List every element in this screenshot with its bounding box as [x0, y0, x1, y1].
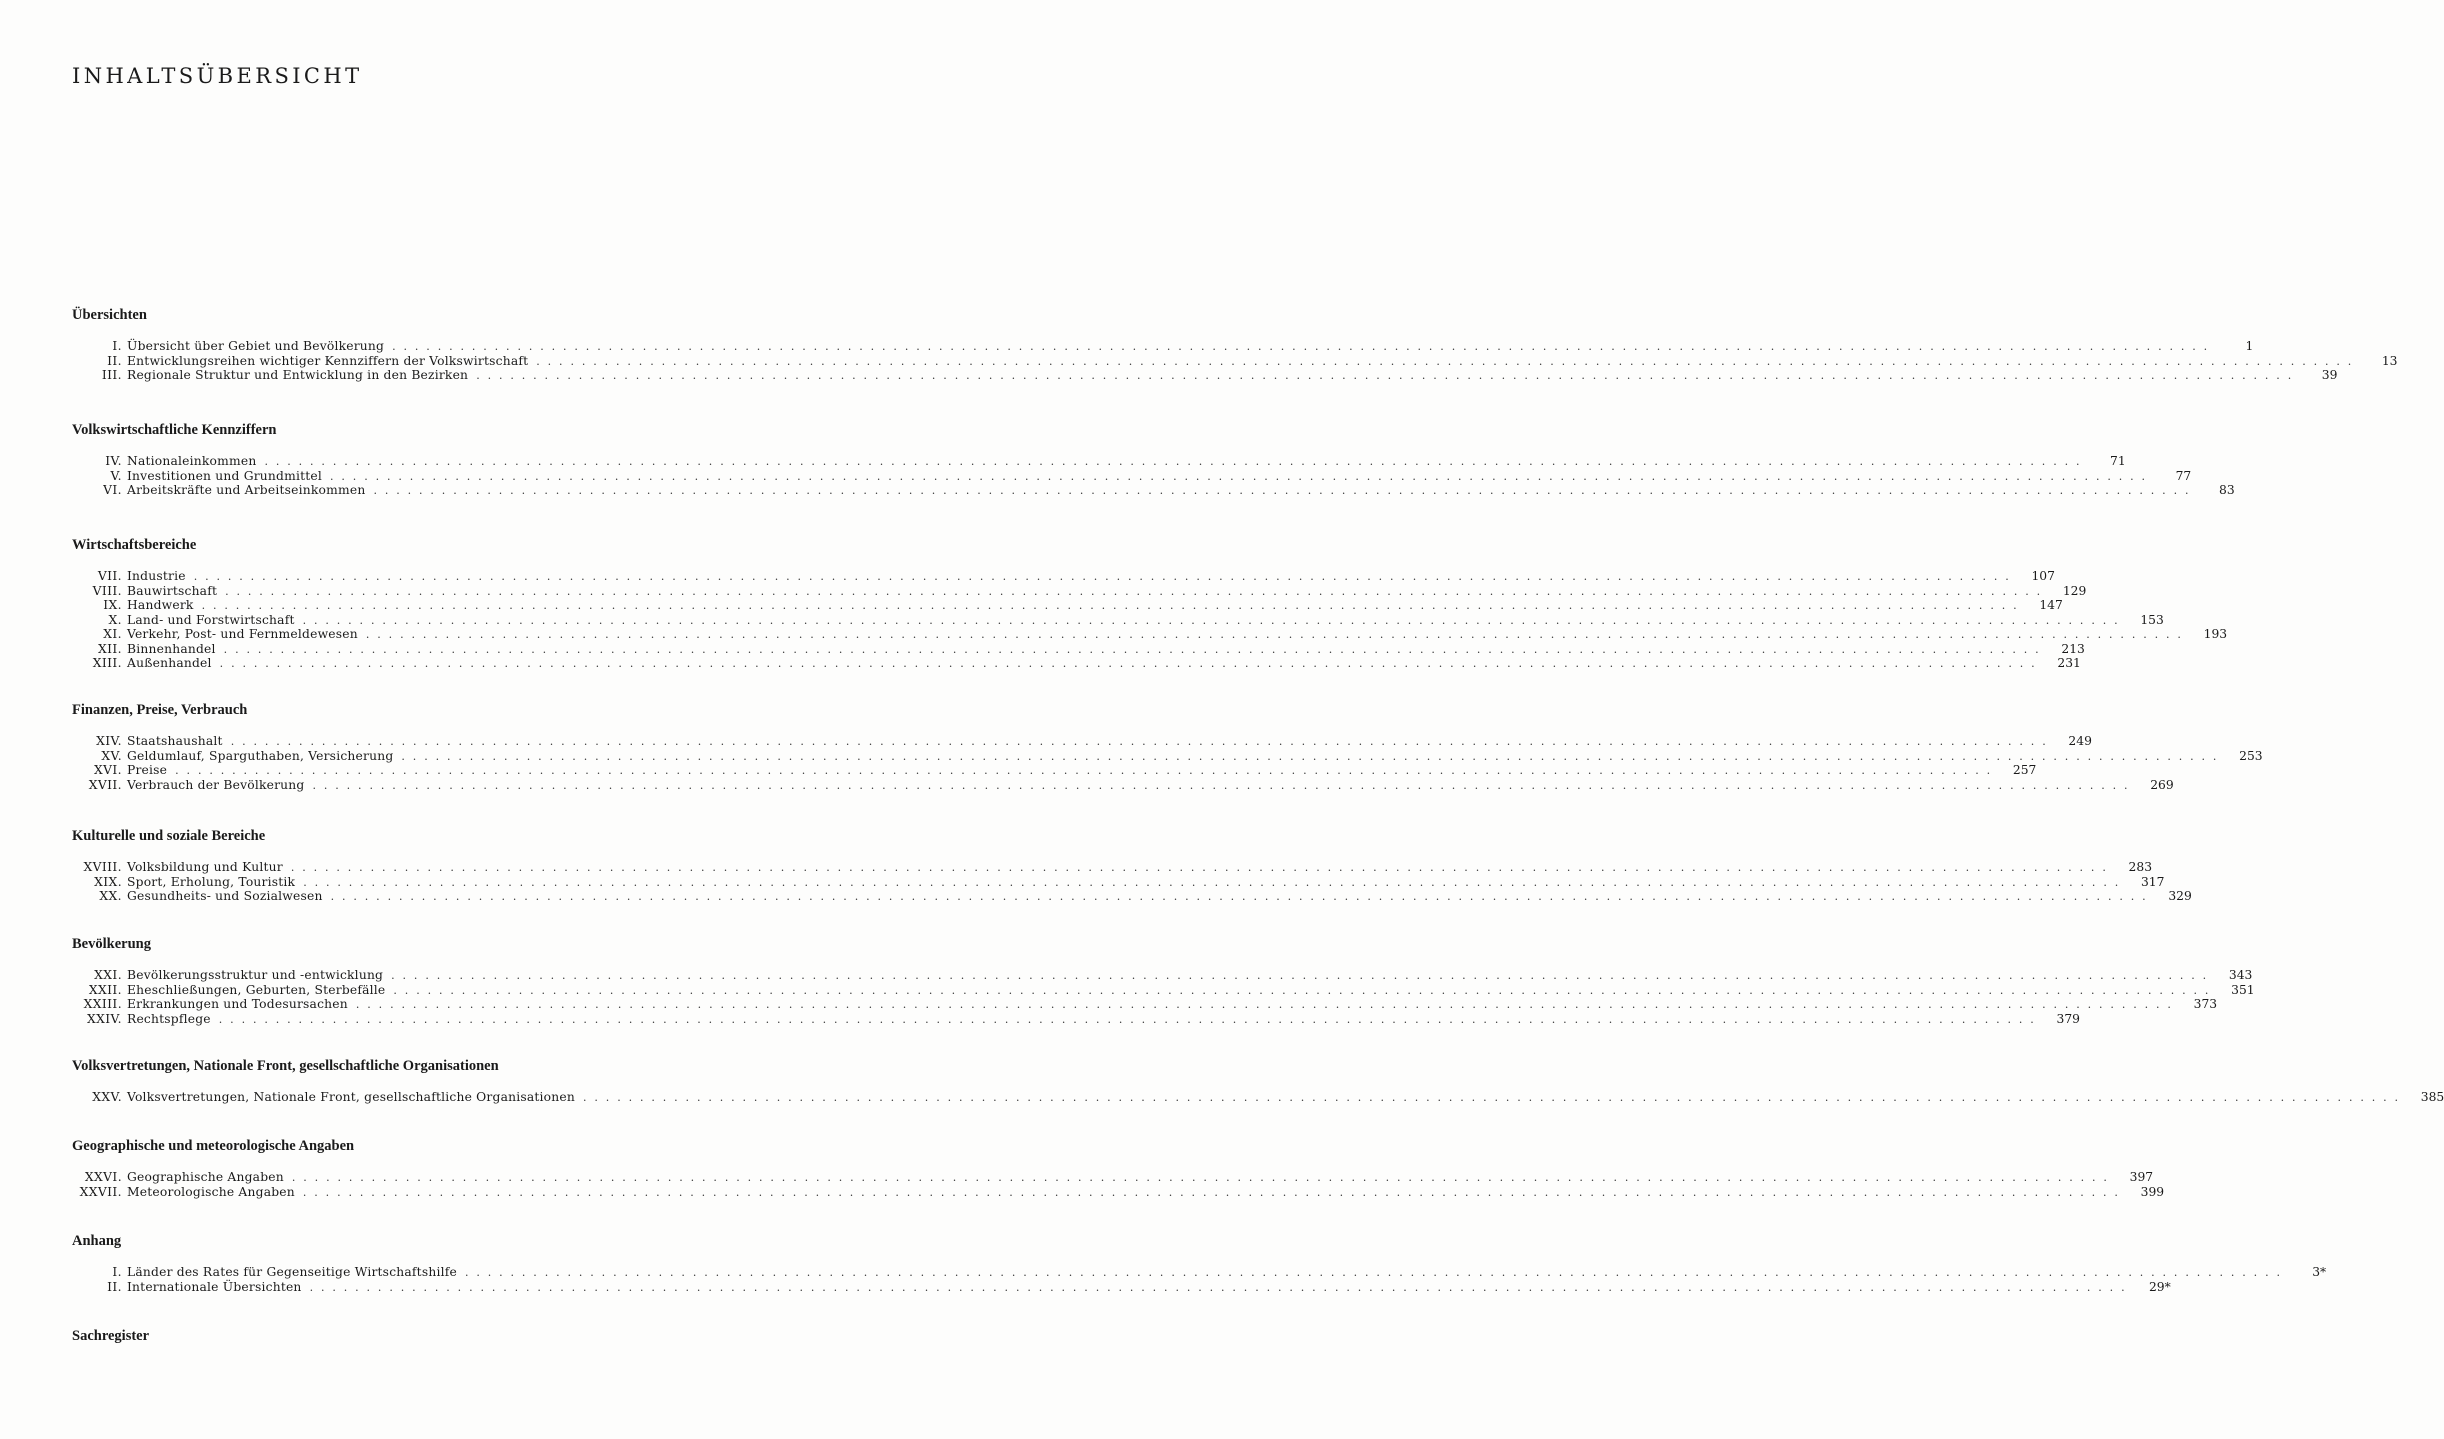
chapter-number: IX.	[103, 598, 122, 612]
chapter-number: XVI.	[93, 763, 122, 777]
toc-entry[interactable]	[68, 1090, 2444, 1105]
chapter-title: Staatshaushalt	[127, 734, 223, 748]
leader-dots: . . . . . . . . . . . . . . . . . . . . . . . . . . . . . . . . . . . . . . . . . . . . . . . . . . . . . . . . . . . . . . . . . . . . . . . . . . . . . . . . . . . . . . . . . . . . . . . . . . . . . . . . . . . . . . . . . . . . . . . . . . . . . . . . . . . . . . . . . . . . . . . . . . . . . . . . . . . . . . . .	[264, 455, 2082, 468]
chapter-title: Regionale Struktur und Entwicklung in den Bezirken	[127, 368, 469, 382]
chapter-number: I.	[112, 339, 122, 353]
chapter-title: Handwerk	[127, 598, 194, 612]
leader-dots: . . . . . . . . . . . . . . . . . . . . . . . . . . . . . . . . . . . . . . . . . . . . . . . . . . . . . . . . . . . . . . . . . . . . . . . . . . . . . . . . . . . . . . . . . . . . . . . . . . . . . . . . . . . . . . . . . . . . . . . . . . . . . . . . . . . . . . . . . . . . . . . . . . . . . . . . . . . . . . . .	[464, 1266, 2283, 1279]
section-heading: Übersichten	[72, 307, 147, 323]
toc-entry[interactable]	[68, 656, 2081, 671]
page-number: 107	[2031, 569, 2055, 583]
chapter-title: Länder des Rates für Gegenseitige Wirtschaftshilfe	[127, 1265, 457, 1279]
leader-dots: . . . . . . . . . . . . . . . . . . . . . . . . . . . . . . . . . . . . . . . . . . . . . . . . . . . . . . . . . . . . . . . . . . . . . . . . . . . . . . . . . . . . . . . . . . . . . . . . . . . . . . . . . . . . . . . . . . . . . . . . . . . . . . . . . . . . . . . . . . . . . . . . . . . . . . . . . . . . . . . .	[218, 1012, 2036, 1026]
page-number: 269	[2150, 777, 2174, 792]
toc-entry[interactable]	[68, 598, 2063, 613]
toc-entry[interactable]	[68, 889, 2192, 904]
toc-entry[interactable]	[68, 763, 2037, 778]
section-heading: Anhang	[72, 1233, 122, 1249]
page-number: 193	[2203, 627, 2228, 641]
chapter-number: II.	[107, 353, 122, 368]
chapter-title: Volksvertretungen, Nationale Front, gesellschaftliche Organisationen	[127, 1090, 576, 1104]
toc-entry[interactable]	[68, 583, 2087, 599]
toc-entry[interactable]	[68, 1170, 2154, 1185]
chapter-number: XXVII.	[79, 1184, 122, 1199]
page-number: 397	[2129, 1170, 2154, 1184]
toc-section	[68, 1136, 2165, 1199]
chapter-title: Erkrankungen und Todesursachen	[127, 997, 348, 1011]
toc-section	[68, 1056, 2444, 1105]
leader-dots: . . . . . . . . . . . . . . . . . . . . . . . . . . . . . . . . . . . . . . . . . . . . . . . . . . . . . . . . . . . . . . . . . . . . . . . . . . . . . . . . . . . . . . . . . . . . . . . . . . . . . . . . . . . . . . . . . . . . . . . . . . . . . . . . . . . . . . . . . . . . . . . . . . . . . . . . . . . . . . . .	[330, 469, 2148, 483]
toc-section	[68, 826, 2192, 904]
page-number: 385	[2420, 1090, 2444, 1104]
chapter-number: II.	[107, 1279, 122, 1294]
page-number: 77	[2175, 468, 2192, 483]
toc-entry[interactable]	[68, 468, 2192, 484]
chapter-title: Sport, Erholung, Touristik	[127, 874, 296, 889]
chapter-title: Entwicklungsreihen wichtiger Kennziffern der Volkswirtschaft	[127, 353, 529, 368]
chapter-number: IV.	[105, 454, 122, 468]
chapter-number: XXV.	[92, 1090, 122, 1104]
page-number: 373	[2193, 997, 2218, 1011]
toc-entry[interactable]	[68, 968, 2253, 983]
leader-dots: . . . . . . . . . . . . . . . . . . . . . . . . . . . . . . . . . . . . . . . . . . . . . . . . . . . . . . . . . . . . . . . . . . . . . . . . . . . . . . . . . . . . . . . . . . . . . . . . . . . . . . . . . . . . . . . . . . . . . . . . . . . . . . . . . . . . . . . . . . . . . . . . . . . . . . . . . . . . . . . .	[312, 778, 2130, 792]
toc-entry[interactable]	[68, 483, 2235, 498]
chapter-title: Gesundheits- und Sozialwesen	[127, 889, 323, 903]
page-number: 329	[2168, 889, 2192, 903]
section-heading: Volkswirtschaftliche Kennziffern	[72, 422, 277, 438]
page-number: 13	[2381, 353, 2398, 368]
leader-dots: . . . . . . . . . . . . . . . . . . . . . . . . . . . . . . . . . . . . . . . . . . . . . . . . . . . . . . . . . . . . . . . . . . . . . . . . . . . . . . . . . . . . . . . . . . . . . . . . . . . . . . . . . . . . . . . . . . . . . . . . . . . . . . . . . . . . . . . . . . . . . . . . . . . . . . . . . . . . . . . .	[302, 613, 2120, 627]
toc-entry[interactable]	[68, 1279, 2171, 1295]
chapter-title: Rechtspflege	[127, 1011, 211, 1026]
leader-dots: . . . . . . . . . . . . . . . . . . . . . . . . . . . . . . . . . . . . . . . . . . . . . . . . . . . . . . . . . . . . . . . . . . . . . . . . . . . . . . . . . . . . . . . . . . . . . . . . . . . . . . . . . . . . . . . . . . . . . . . . . . . . . . . . . . . . . . . . . . . . . . . . . . . . . . . . . . . . . . . .	[201, 599, 2019, 612]
page-title: INHALTSÜBERSICHT	[72, 64, 363, 88]
toc-entry[interactable]	[68, 454, 2126, 469]
toc-section	[68, 934, 2255, 1026]
toc-entry[interactable]	[68, 368, 2338, 383]
toc-entry[interactable]	[68, 997, 2218, 1012]
chapter-number: XIII.	[92, 656, 122, 670]
chapter-title: Eheschließungen, Geburten, Sterbefälle	[127, 982, 386, 997]
toc-section	[68, 1326, 986, 1346]
page-number: 147	[2039, 598, 2063, 612]
chapter-number: VIII.	[92, 583, 122, 598]
chapter-number: XXIV.	[86, 1011, 122, 1026]
toc-entry-list	[68, 569, 2228, 671]
section-heading: Volksvertretungen, Nationale Front, gesellschaftliche Organisationen	[72, 1058, 499, 1074]
chapter-title: Geldumlauf, Sparguthaben, Versicherung	[127, 748, 394, 763]
leader-dots: . . . . . . . . . . . . . . . . . . . . . . . . . . . . . . . . . . . . . . . . . . . . . . . . . . . . . . . . . . . . . . . . . . . . . . . . . . . . . . . . . . . . . . . . . . . . . . . . . . . . . . . . . . . . . . . . . . . . . . . . . . . . . . . . . . . . . . . . . . . . . . . . . . . . . . . . . . . . . . . .	[392, 340, 2210, 353]
chapter-title: Nationaleinkommen	[127, 454, 257, 468]
chapter-number: III.	[101, 368, 122, 382]
chapter-number: I.	[112, 1265, 122, 1279]
leader-dots: . . . . . . . . . . . . . . . . . . . . . . . . . . . . . . . . . . . . . . . . . . . . . . . . . . . . . . . . . . . . . . . . . . . . . . . . . . . . . . . . . . . . . . . . . . . . . . . . . . . . . . . . . . . . . . . . . . . . . . . . . . . . . . . . . . . . . . . . . . . . . . . . . . . . . . . . . . . . . . . .	[290, 861, 2109, 874]
toc-entry[interactable]	[68, 982, 2255, 998]
toc-entry-list	[68, 734, 2263, 792]
chapter-number: XXIII.	[83, 997, 122, 1011]
toc-entry[interactable]	[68, 748, 2263, 764]
leader-dots: . . . . . . . . . . . . . . . . . . . . . . . . . . . . . . . . . . . . . . . . . . . . . . . . . . . . . . . . . . . . . . . . . . . . . . . . . . . . . . . . . . . . . . . . . . . . . . . . . . . . . . . . . . . . . . . . . . . . . . . . . . . . . . . . . . . . . . . . . . . . . . . . . . . . . . . . . . . . . . . .	[175, 764, 1993, 777]
section-heading: Geographische und meteorologische Angaben	[72, 1138, 355, 1154]
toc-entry-list	[68, 1170, 2165, 1199]
toc-entry[interactable]	[68, 641, 2085, 657]
page-number: 351	[2231, 982, 2255, 997]
chapter-title: Binnenhandel	[127, 641, 216, 656]
leader-dots: . . . . . . . . . . . . . . . . . . . . . . . . . . . . . . . . . . . . . . . . . . . . . . . . . . . . . . . . . . . . . . . . . . . . . . . . . . . . . . . . . . . . . . . . . . . . . . . . . . . . . . . . . . . . . . . . . . . . . . . . . . . . . . . . . . . . . . . . . . . . . . . . . . . . . . . . . . . . . . . .	[393, 983, 2211, 997]
leader-dots: . . . . . . . . . . . . . . . . . . . . . . . . . . . . . . . . . . . . . . . . . . . . . . . . . . . . . . . . . . . . . . . . . . . . . . . . . . . . . . . . . . . . . . . . . . . . . . . . . . . . . . . . . . . . . . . . . . . . . . . . . . . . . . . . . . . . . . . . . . . . . . . . . . . . . . . . . . . . . . . .	[355, 998, 2174, 1011]
toc-entry[interactable]	[68, 874, 2165, 890]
toc-entry-list	[68, 968, 2255, 1026]
toc-section	[68, 1231, 2327, 1294]
page-number: 257	[2012, 763, 2037, 777]
toc-entry-list	[68, 454, 2235, 498]
page-number: 317	[2140, 874, 2165, 889]
toc-section	[68, 305, 2398, 383]
leader-dots: . . . . . . . . . . . . . . . . . . . . . . . . . . . . . . . . . . . . . . . . . . . . . . . . . . . . . . . . . . . . . . . . . . . . . . . . . . . . . . . . . . . . . . . . . . . . . . . . . . . . . . . . . . . . . . . . . . . . . . . . . . . . . . . . . . . . . . . . . . . . . . . . . . . . . . . . . . . . . . . .	[302, 1185, 2121, 1199]
page-number: 379	[2056, 1011, 2080, 1026]
chapter-number: XX.	[99, 889, 122, 903]
leader-dots: . . . . . . . . . . . . . . . . . . . . . . . . . . . . . . . . . . . . . . . . . . . . . . . . . . . . . . . . . . . . . . . . . . . . . . . . . . . . . . . . . . . . . . . . . . . . . . . . . . . . . . . . . . . . . . . . . . . . . . . . . . . . . . . . . . . . . . . . . . . . . . . . . . . . . . . . . . . . . . . .	[309, 1280, 2127, 1294]
page-number: 129	[2062, 583, 2087, 598]
toc-entry-list	[68, 339, 2398, 383]
toc-entry[interactable]	[68, 1011, 2080, 1027]
chapter-number: XVIII.	[83, 860, 122, 874]
toc-entry[interactable]	[68, 627, 2228, 642]
chapter-number: VII.	[97, 569, 122, 583]
chapter-number: XIV.	[96, 734, 122, 748]
leader-dots: . . . . . . . . . . . . . . . . . . . . . . . . . . . . . . . . . . . . . . . . . . . . . . . . . . . . . . . . . . . . . . . . . . . . . . . . . . . . . . . . . . . . . . . . . . . . . . . . . . . . . . . . . . . . . . . . . . . . . . . . . . . . . . . . . . . . . . . . . . . . . . . . . . . . . . . . . . . . . . . .	[223, 642, 2041, 656]
page-number: 29*	[2148, 1279, 2171, 1294]
toc-entry[interactable]	[68, 777, 2174, 793]
chapter-number: XIX.	[94, 874, 122, 889]
page-number: 399	[2140, 1184, 2165, 1199]
page-number: 231	[2057, 656, 2081, 670]
leader-dots: . . . . . . . . . . . . . . . . . . . . . . . . . . . . . . . . . . . . . . . . . . . . . . . . . . . . . . . . . . . . . . . . . . . . . . . . . . . . . . . . . . . . . . . . . . . . . . . . . . . . . . . . . . . . . . . . . . . . . . . . . . . . . . . . . . . . . . . . . . . . . . . . . . . . . . . . . . . . . . . .	[365, 628, 2184, 641]
leader-dots: . . . . . . . . . . . . . . . . . . . . . . . . . . . . . . . . . . . . . . . . . . . . . . . . . . . . . . . . . . . . . . . . . . . . . . . . . . . . . . . . . . . . . . . . . . . . . . . . . . . . . . . . . . . . . . . . . . . . . . . . . . . . . . . . . . . . . . . . . . . . . . . . . . . . . . . . . . . . . . . .	[583, 1091, 2401, 1104]
chapter-title: Arbeitskräfte und Arbeitseinkommen	[127, 483, 366, 497]
toc-section	[68, 700, 2263, 792]
leader-dots: . . . . . . . . . . . . . . . . . . . . . . . . . . . . . . . . . . . . . . . . . . . . . . . . . . . . . . . . . . . . . . . . . . . . . . . . . . . . . . . . . . . . . . . . . . . . . . . . . . . . . . . . . . . . . . . . . . . . . . . . . . . . . . . . . . . . . . . . . . . . . . . . . . . . . . . . . . . . . . . .	[219, 657, 2037, 670]
chapter-number: XXII.	[88, 982, 122, 997]
chapter-title: Volksbildung und Kultur	[127, 860, 283, 874]
page-number: 83	[2219, 483, 2235, 497]
leader-dots: . . . . . . . . . . . . . . . . . . . . . . . . . . . . . . . . . . . . . . . . . . . . . . . . . . . . . . . . . . . . . . . . . . . . . . . . . . . . . . . . . . . . . . . . . . . . . . . . . . . . . . . . . . . . . . . . . . . . . . . . . . . . . . . . . . . . . . . . . . . . . . . . . . . . . . . . . . . . . . . .	[401, 749, 2219, 763]
leader-dots: . . . . . . . . . . . . . . . . . . . . . . . . . . . . . . . . . . . . . . . . . . . . . . . . . . . . . . . . . . . . . . . . . . . . . . . . . . . . . . . . . . . . . . . . . . . . . . . . . . . . . . . . . . . . . . . . . . . . . . . . . . . . . . . . . . . . . . . . . . . . . . . . . . . . . . . . . . . . . . . .	[230, 735, 2048, 748]
toc-entry[interactable]	[68, 339, 2254, 354]
section-heading: Bevölkerung	[72, 936, 151, 952]
chapter-title: Meteorologische Angaben	[127, 1184, 295, 1199]
toc-entry-list	[68, 860, 2192, 904]
chapter-title: Verkehr, Post- und Fernmeldewesen	[127, 627, 358, 641]
page-number: 213	[2061, 641, 2085, 656]
section-heading: Wirtschaftsbereiche	[72, 537, 197, 553]
leader-dots: . . . . . . . . . . . . . . . . . . . . . . . . . . . . . . . . . . . . . . . . . . . . . . . . . . . . . . . . . . . . . . . . . . . . . . . . . . . . . . . . . . . . . . . . . . . . . . . . . . . . . . . . . . . . . . . . . . . . . . . . . . . . . . . . . . . . . . . . . . . . . . . . . . . . . . . . . . . . . . . .	[536, 354, 2354, 368]
toc-entry-list	[68, 1090, 2444, 1105]
chapter-title: Investitionen und Grundmittel	[127, 468, 323, 483]
section-heading: Sachregister	[72, 1328, 150, 1344]
toc-entry[interactable]	[68, 860, 2153, 875]
page-number: 343	[2228, 968, 2253, 982]
toc-entry[interactable]	[68, 1184, 2165, 1200]
toc-entry[interactable]	[68, 1265, 2327, 1280]
page-number: 1	[2245, 339, 2254, 353]
leader-dots: . . . . . . . . . . . . . . . . . . . . . . . . . . . . . . . . . . . . . . . . . . . . . . . . . . . . . . . . . . . . . . . . . . . . . . . . . . . . . . . . . . . . . . . . . . . . . . . . . . . . . . . . . . . . . . . . . . . . . . . . . . . . . . . . . . . . . . . . . . . . . . . . . . . . . . . . . . . . . . . .	[193, 570, 2011, 583]
chapter-title: Außenhandel	[127, 656, 212, 670]
leader-dots: . . . . . . . . . . . . . . . . . . . . . . . . . . . . . . . . . . . . . . . . . . . . . . . . . . . . . . . . . . . . . . . . . . . . . . . . . . . . . . . . . . . . . . . . . . . . . . . . . . . . . . . . . . . . . . . . . . . . . . . . . . . . . . . . . . . . . . . . . . . . . . . . . . . . . . . . . . . . . . . .	[330, 890, 2148, 903]
toc-entry[interactable]	[68, 569, 2055, 584]
chapter-title: Industrie	[127, 569, 186, 583]
leader-dots: . . . . . . . . . . . . . . . . . . . . . . . . . . . . . . . . . . . . . . . . . . . . . . . . . . . . . . . . . . . . . . . . . . . . . . . . . . . . . . . . . . . . . . . . . . . . . . . . . . . . . . . . . . . . . . . . . . . . . . . . . . . . . . . . . . . . . . . . . . . . . . . . . . . . . . . . . . . . . . . .	[476, 369, 2294, 382]
chapter-title: Land- und Forstwirtschaft	[127, 612, 295, 627]
toc-section	[68, 535, 2228, 671]
section-heading: Finanzen, Preise, Verbrauch	[72, 702, 248, 718]
chapter-number: XXVI.	[84, 1170, 122, 1184]
toc-entry-list	[68, 1265, 2327, 1294]
section-heading: Kulturelle und soziale Bereiche	[72, 828, 266, 844]
chapter-title: Verbrauch der Bevölkerung	[127, 777, 305, 792]
chapter-number: V.	[110, 468, 122, 483]
leader-dots: . . . . . . . . . . . . . . . . . . . . . . . . . . . . . . . . . . . . . . . . . . . . . . . . . . . . . . . . . . . . . . . . . . . . . . . . . . . . . . . . . . . . . . . . . . . . . . . . . . . . . . . . . . . . . . . . . . . . . . . . . . . . . . . . . . . . . . . . . . . . . . . . . . . . . . . . . . . . . . . .	[291, 1171, 2110, 1184]
toc-section	[68, 420, 2235, 498]
leader-dots: . . . . . . . . . . . . . . . . . . . . . . . . . . . . . . . . . . . . . . . . . . . . . . . . . . . . . . . . . . . . . . . . . . . . . . . . . . . . . . . . . . . . . . . . . . . . . . . . . . . . . . . . . . . . . . . . . . . . . . . . . . . . . . . . . . . . . . . . . . . . . . . . . . . . . . . . . . . . . . . .	[303, 875, 2121, 889]
page-number: 39	[2321, 368, 2338, 382]
chapter-title: Preise	[127, 763, 168, 777]
chapter-number: XI.	[103, 627, 122, 641]
chapter-title: Bevölkerungsstruktur und -entwicklung	[127, 968, 384, 982]
page-number: 153	[2140, 612, 2164, 627]
page-number: 283	[2128, 860, 2153, 874]
chapter-number: XXI.	[94, 968, 122, 982]
leader-dots: . . . . . . . . . . . . . . . . . . . . . . . . . . . . . . . . . . . . . . . . . . . . . . . . . . . . . . . . . . . . . . . . . . . . . . . . . . . . . . . . . . . . . . . . . . . . . . . . . . . . . . . . . . . . . . . . . . . . . . . . . . . . . . . . . . . . . . . . . . . . . . . . . . . . . . . . . . . . . . . .	[225, 584, 2043, 598]
toc-entry[interactable]	[68, 734, 2092, 749]
chapter-title: Internationale Übersichten	[127, 1279, 302, 1294]
chapter-number: VI.	[103, 483, 122, 497]
page-number: 71	[2110, 454, 2126, 468]
toc-entry[interactable]	[68, 353, 2398, 369]
page-number: 249	[2068, 734, 2092, 748]
page-number: 3*	[2312, 1265, 2327, 1279]
leader-dots: . . . . . . . . . . . . . . . . . . . . . . . . . . . . . . . . . . . . . . . . . . . . . . . . . . . . . . . . . . . . . . . . . . . . . . . . . . . . . . . . . . . . . . . . . . . . . . . . . . . . . . . . . . . . . . . . . . . . . . . . . . . . . . . . . . . . . . . . . . . . . . . . . . . . . . . . . . . . . . . .	[373, 484, 2191, 497]
chapter-number: XII.	[98, 641, 122, 656]
chapter-title: Geographische Angaben	[127, 1170, 284, 1184]
chapter-title: Bauwirtschaft	[127, 583, 218, 598]
chapter-title: Übersicht über Gebiet und Bevölkerung	[127, 339, 385, 353]
chapter-number: XV.	[101, 748, 122, 763]
toc-entry[interactable]	[68, 612, 2164, 628]
page-number: 253	[2239, 748, 2263, 763]
leader-dots: . . . . . . . . . . . . . . . . . . . . . . . . . . . . . . . . . . . . . . . . . . . . . . . . . . . . . . . . . . . . . . . . . . . . . . . . . . . . . . . . . . . . . . . . . . . . . . . . . . . . . . . . . . . . . . . . . . . . . . . . . . . . . . . . . . . . . . . . . . . . . . . . . . . . . . . . . . . . . . . .	[391, 969, 2209, 982]
chapter-number: XVII.	[88, 777, 122, 792]
chapter-number: X.	[108, 612, 122, 627]
